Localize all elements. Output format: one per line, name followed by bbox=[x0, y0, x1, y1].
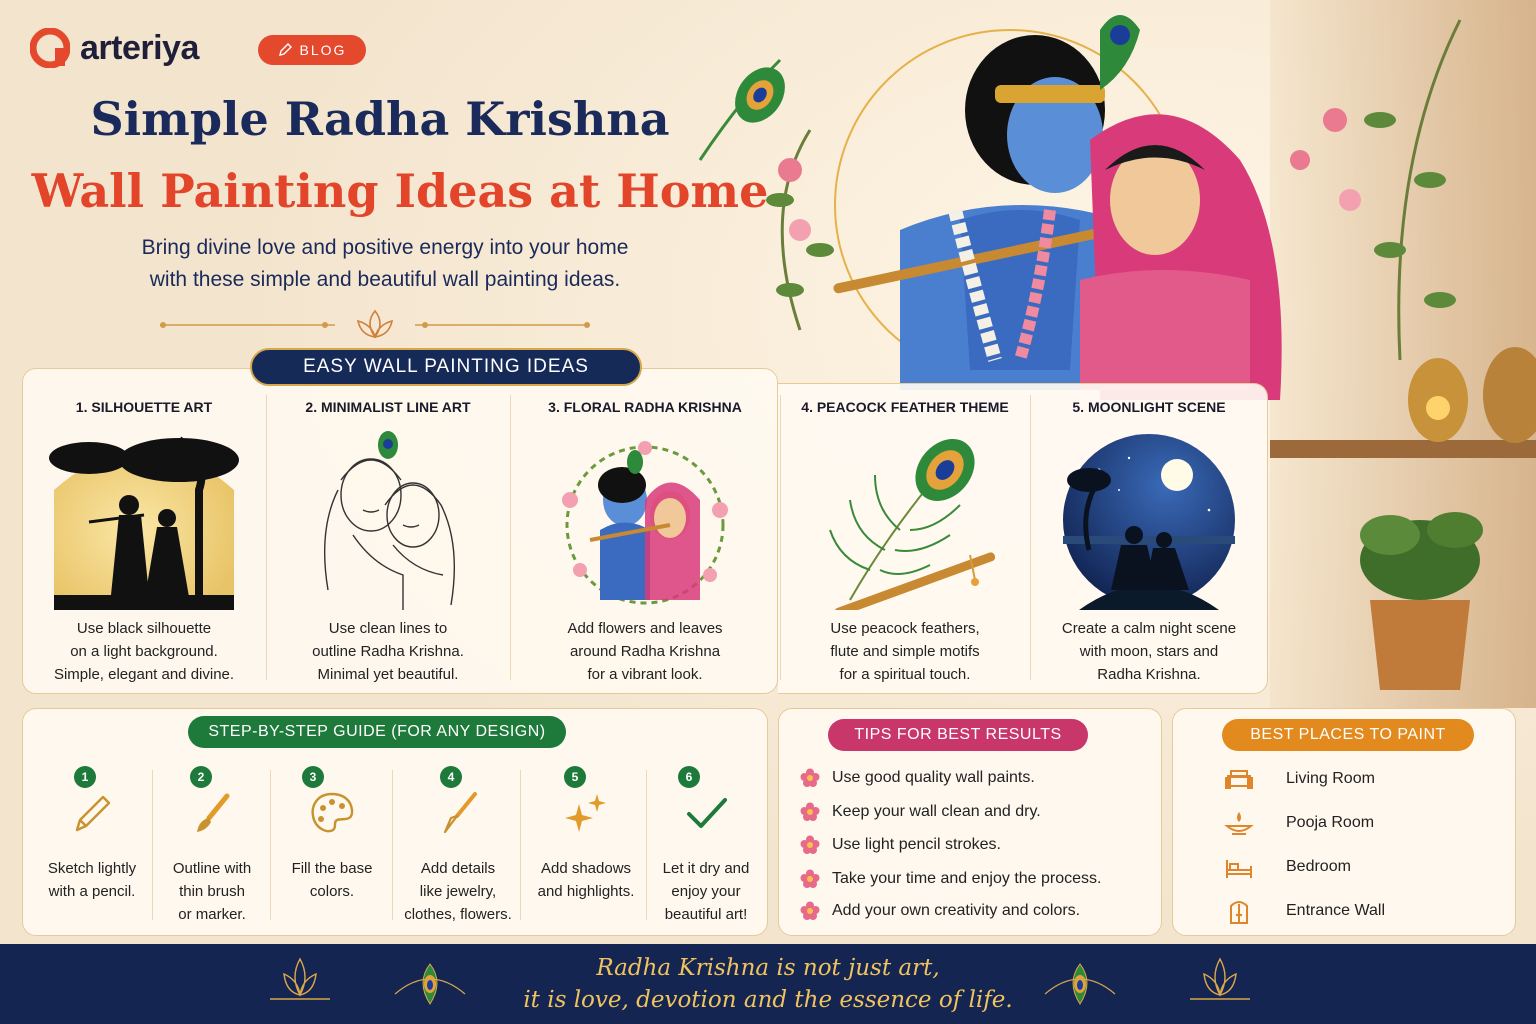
step-label-line: enjoy your bbox=[671, 883, 741, 900]
idea-card-peacock[interactable] bbox=[780, 385, 1030, 690]
idea-desc-line: around Radha Krishna bbox=[569, 643, 721, 660]
idea-card-silhouette[interactable] bbox=[22, 385, 266, 690]
place-label: Pooja Room bbox=[1286, 814, 1375, 831]
subtitle-line-1: Bring divine love and positive energy into your home bbox=[141, 236, 629, 259]
flower-icon bbox=[800, 835, 820, 855]
idea-card-floral[interactable] bbox=[510, 385, 780, 690]
step-label-line: Sketch lightly bbox=[47, 860, 137, 877]
step-label-line: and highlights. bbox=[537, 883, 635, 900]
idea-desc-line: Simple, elegant and divine. bbox=[53, 666, 235, 683]
idea-desc-line: for a spiritual touch. bbox=[839, 666, 971, 683]
palette-icon bbox=[307, 788, 357, 838]
tip-item bbox=[800, 869, 1101, 889]
floral-art-icon bbox=[540, 430, 750, 610]
step-1[interactable] bbox=[32, 766, 152, 903]
step-number-badge: 2 bbox=[190, 766, 212, 788]
page-title-line-1: Simple Radha Krishna bbox=[90, 92, 670, 146]
idea-desc-line: Use peacock feathers, bbox=[830, 620, 980, 637]
idea-card-line-art[interactable] bbox=[266, 385, 510, 690]
idea-desc-line: with moon, stars and bbox=[1079, 643, 1219, 660]
step-label-line: thin brush bbox=[179, 883, 245, 900]
step-label-line: beautiful art! bbox=[664, 906, 748, 923]
idea-desc-line: Use black silhouette bbox=[76, 620, 212, 637]
place-item-entrance-wall bbox=[1224, 898, 1385, 924]
door-icon bbox=[1224, 898, 1254, 924]
place-item-pooja-room bbox=[1224, 810, 1374, 836]
tip-text: Use good quality wall paints. bbox=[832, 769, 1035, 786]
peacock-feather-flute-icon bbox=[810, 430, 1000, 610]
place-item-living-room bbox=[1224, 766, 1375, 792]
idea-title: 4. PEACOCK FEATHER THEME bbox=[801, 399, 1009, 415]
tip-text: Use light pencil strokes. bbox=[832, 836, 1001, 853]
step-3[interactable] bbox=[272, 766, 392, 903]
place-label: Living Room bbox=[1286, 770, 1375, 787]
step-label bbox=[398, 857, 518, 926]
step-number-badge: 6 bbox=[678, 766, 700, 788]
blog-badge[interactable] bbox=[258, 35, 366, 65]
idea-desc-line: Radha Krishna. bbox=[1097, 666, 1201, 683]
brand[interactable] bbox=[30, 28, 199, 68]
pen-icon bbox=[278, 43, 292, 57]
checkmark-icon bbox=[681, 788, 731, 838]
pencil-icon bbox=[67, 788, 117, 838]
step-label-line: Outline with bbox=[172, 860, 252, 877]
moonlight-scene-icon bbox=[1059, 430, 1239, 610]
step-label bbox=[272, 857, 392, 903]
bed-icon bbox=[1224, 854, 1254, 880]
tips-heading: TIPS FOR BEST RESULTS bbox=[828, 719, 1088, 751]
idea-desc-line: Create a calm night scene bbox=[1061, 620, 1237, 637]
idea-desc-line: Minimal yet beautiful. bbox=[317, 666, 459, 683]
page-subtitle bbox=[60, 232, 710, 296]
arteriya-logo-icon bbox=[30, 28, 70, 68]
idea-desc-line: flute and simple motifs bbox=[830, 643, 980, 660]
step-label-line: Add details bbox=[420, 860, 496, 877]
idea-title: 3. FLORAL RADHA KRISHNA bbox=[548, 399, 742, 415]
step-label bbox=[32, 857, 152, 903]
idea-desc-line: outline Radha Krishna. bbox=[312, 643, 464, 660]
idea-card-moonlight[interactable] bbox=[1030, 385, 1268, 690]
brand-name: arteriya bbox=[80, 28, 199, 67]
step-label-line: Add shadows bbox=[540, 860, 632, 877]
tip-text: Take your time and enjoy the process. bbox=[832, 870, 1102, 887]
flower-icon bbox=[800, 768, 820, 788]
brush-icon bbox=[187, 788, 237, 838]
diya-icon bbox=[1224, 810, 1254, 836]
step-divider bbox=[392, 770, 393, 920]
idea-description bbox=[1030, 617, 1268, 686]
step-6[interactable] bbox=[646, 766, 766, 926]
quote-line-1: Radha Krishna is not just art, bbox=[596, 955, 940, 981]
step-label bbox=[152, 857, 272, 926]
step-number-badge: 1 bbox=[74, 766, 96, 788]
idea-desc-line: Add flowers and leaves bbox=[567, 620, 723, 637]
flower-icon bbox=[800, 802, 820, 822]
tip-item bbox=[800, 901, 1080, 921]
sparkle-icon bbox=[561, 788, 611, 838]
step-4[interactable] bbox=[398, 766, 518, 926]
tip-item bbox=[800, 835, 1001, 855]
subtitle-line-2: with these simple and beautiful wall painting ideas. bbox=[149, 268, 621, 291]
step-label-line: Fill the base bbox=[291, 860, 373, 877]
idea-desc-line: on a light background. bbox=[70, 643, 218, 660]
idea-description bbox=[510, 617, 780, 686]
place-item-bedroom bbox=[1224, 854, 1351, 880]
sofa-icon bbox=[1224, 766, 1254, 792]
idea-description bbox=[22, 617, 266, 686]
quote-line-2: it is love, devotion and the essence of life. bbox=[523, 987, 1013, 1013]
page-title-line-2: Wall Painting Ideas at Home bbox=[31, 164, 769, 218]
silhouette-art-icon bbox=[49, 430, 239, 610]
flower-icon bbox=[800, 869, 820, 889]
place-label: Bedroom bbox=[1286, 858, 1351, 875]
step-number-badge: 5 bbox=[564, 766, 586, 788]
step-label-line: Let it dry and bbox=[662, 860, 750, 877]
idea-description bbox=[266, 617, 510, 686]
places-heading: BEST PLACES TO PAINT bbox=[1222, 719, 1474, 751]
step-number-badge: 4 bbox=[440, 766, 462, 788]
idea-title: 2. MINIMALIST LINE ART bbox=[305, 399, 471, 415]
tip-item bbox=[800, 768, 1035, 788]
lotus-divider-icon bbox=[160, 305, 590, 345]
steps-heading: STEP-BY-STEP GUIDE (FOR ANY DESIGN) bbox=[188, 716, 566, 748]
idea-desc-line: for a vibrant look. bbox=[587, 666, 703, 683]
ideas-heading: EASY WALL PAINTING IDEAS bbox=[250, 348, 642, 386]
idea-description bbox=[780, 617, 1030, 686]
place-label: Entrance Wall bbox=[1286, 902, 1385, 919]
step-5[interactable] bbox=[526, 766, 646, 903]
step-label-line: like jewelry, bbox=[419, 883, 497, 900]
step-number-badge: 3 bbox=[302, 766, 324, 788]
step-label-line: or marker. bbox=[178, 906, 246, 923]
step-label-line: colors. bbox=[309, 883, 355, 900]
footer-quote bbox=[400, 952, 1136, 1016]
blog-badge-label: BLOG bbox=[299, 42, 347, 58]
tip-text: Keep your wall clean and dry. bbox=[832, 803, 1041, 820]
idea-title: 5. MOONLIGHT SCENE bbox=[1072, 399, 1226, 415]
step-label bbox=[526, 857, 646, 903]
line-art-icon bbox=[293, 430, 483, 610]
step-label-line: clothes, flowers. bbox=[404, 906, 512, 923]
step-label bbox=[646, 857, 766, 926]
flower-icon bbox=[800, 901, 820, 921]
fine-brush-icon bbox=[433, 788, 483, 838]
step-2[interactable] bbox=[152, 766, 272, 926]
idea-desc-line: Use clean lines to bbox=[328, 620, 448, 637]
step-label-line: with a pencil. bbox=[48, 883, 136, 900]
tip-text: Add your own creativity and colors. bbox=[832, 902, 1081, 919]
step-divider bbox=[520, 770, 521, 920]
tip-item bbox=[800, 802, 1041, 822]
idea-title: 1. SILHOUETTE ART bbox=[75, 399, 213, 415]
wooden-shelf bbox=[1270, 440, 1536, 458]
